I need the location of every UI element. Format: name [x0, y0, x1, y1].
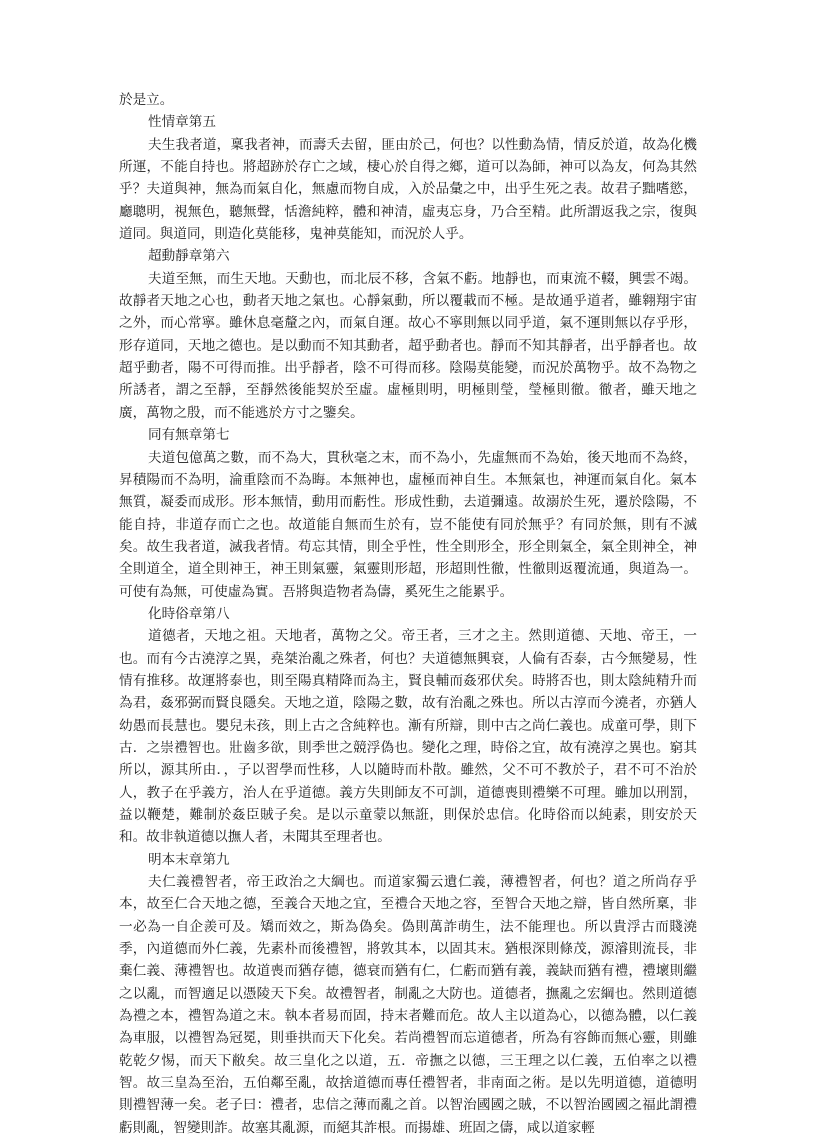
document-page: [119, 89, 697, 1139]
section-heading-5: 性情章第五: [148, 114, 216, 131]
section-paragraph-8: 道德者，天地之祖。天地者，萬物之父。帝王者，三才之主。然則道德、天地、帝王，一也。而有今古澆淳之異，堯桀治亂之殊者，何也？夫道德無興衰，人倫有否泰，古今無變易，性情有推移。故運將泰也，則至陽真精降而為主，賢良輔而姦邪伏矣。時將否也，則太陰純精升而為君，姦邪弼而賢良隱矣。天地之道，陰陽之數，故有治亂之殊也。所以古淳而今澆者，亦猶人幼愚而長慧也。嬰兒未孩，則上古之含純粹也。漸有所辯，則中古之尚仁義也。成童可學，則下古．之崇禮智也。壯齒多欲，則季世之競浮偽也。變化之理，時俗之宜，故有澆淳之異也。窮其所以，源其所由．，子以習學而性移，人以隨時而朴散。雖然，父不可不教於子，君不可不治於人，教子在乎義方，治人在乎道德。義方失則師友不可訓，道德喪則禮樂不可理。雖加以刑罰，益以鞭楚，難制於姦臣賊子矣。是以示童蒙以無誑，則保於忠信。化時俗而以純素，則安於天和。故非執道德以撫人者，未聞其至理者也。: [119, 628, 697, 846]
section-paragraph-5: 夫生我者道，稟我者神，而壽夭去留，匪由於己，何也？以性動為情，情反於道，故為化機所運，不能自持也。將超跡於存亡之域，棲心於自得之鄉，道可以為師，神可以為友，何為其然乎？夫道與神，無為而氣自化，無慮而物自成，入於品彙之中，出乎生死之表。故君子黜嗜慾，廳聰明，視無色，聽無聲，恬澹純粹，體和神清，虛夷忘身，乃合至精。此所謂返我之宗，復與道同。與道同，則造化莫能移，鬼神莫能知，而況於人乎。: [119, 136, 697, 243]
section-paragraph-6: 夫道至無，而生天地。天動也，而北辰不移，含氣不虧。地靜也，而東流不輟，興雲不竭。故靜者天地之心也，動者天地之氣也。心靜氣動，所以覆載而不極。是故通乎道者，雖翱翔宇宙之外，而心常寧。雖休息毫釐之內，而氣自運。故心不寧則無以同乎道，氣不運則無以存乎形，形存道同，天地之德也。是以動而不知其動者，超乎動者也。靜而不知其靜者，出乎靜者也。故超乎動者，陽不可得而推。出乎靜者，陰不可得而移。陰陽莫能變，而況於萬物乎。故不為物之所誘者，謂之至靜，至靜然後能契於至虛。虛極則明，明極則瑩，瑩極則徹。徹者，雖天地之廣，萬物之殷，而不能逃於方寸之鑒矣。: [119, 270, 697, 421]
section-heading-8: 化時俗章第八: [148, 605, 230, 622]
section-paragraph-7: 夫道包億萬之數，而不為大，貫秋毫之末，而不為小，先虛無而不為始，後天地而不為終，昇積陽而不為明，淪重陰而不為晦。本無神也，虛極而神自生。本無氣也，神運而氣自化。氣本無質，凝委而成形。形本無情，動用而虧性。形成性動，去道彌遠。故溺於生死，遷於陰陽，不能自持，非道存而亡之也。故道能自無而生於有，豈不能使有同於無乎？有同於無，則有不滅矣。故生我者道，滅我者情。苟忘其情，則全乎性，性全則形全，形全則氣全，氣全則神全，神全則道全，道全則神王，神王則氣靈，氣靈則形超，形超則性徹，性徹則返覆流通，與道為一。可使有為無，可使虛為實。吾將與造物者為儔，奚死生之能累乎。: [119, 449, 697, 600]
section-heading-7: 同有無章第七: [148, 427, 230, 444]
section-heading-6: 超動靜章第六: [148, 248, 230, 265]
opening-line: 於是立。: [119, 92, 174, 108]
section-paragraph-9: 夫仁義禮智者，帝王政治之大綱也。而道家獨云遺仁義，薄禮智者，何也？道之所尚存乎本，故至仁合天地之德，至義合天地之宜，至禮合天地之容，至智合天地之辯，皆自然所稟，非一必為一自企羨可及。矯而效之，斯為偽矣。偽則萬詐萌生，法不能理也。所以貴浮古而賤澆季，內道德而外仁義，先素朴而後禮智，將敦其本，以固其末。猶根深則條茂，源濬則流長，非棄仁義、薄禮智也。故道喪而猶存德，德衰而猶有仁，仁虧而猶有義，義缺而猶有禮，禮壞則繼之以亂，而智適足以憑陵天下矣。故禮智者，制亂之大防也。道德者，撫亂之宏綱也。然則道德為禮之本，禮智為道之末。執本者易而固，持末者難而危。故人主以道為心，以德為體，以仁義為車服，以禮智為冠冕，則垂拱而天下化矣。若尚禮智而忘道德者，所為有容飾而無心靈，則雖乾乾夕惕，而天下敝矣。故三皇化之以道，五．帝撫之以德，三王理之以仁義，五伯率之以禮智。故三皇為至治，五伯鄰至亂，故捨道德而專任禮智者，非南面之術。是以先明道德，道德明則禮智薄一矣。老子曰：禮者，忠信之薄而亂之首。以智治國國之賊，不以智治國國之福此謂禮虧則亂，智變則詐。故塞其亂源，而絕其詐根。而揚雄、班固之儔，咸以道家輕: [119, 874, 697, 1136]
section-heading-9: 明本末章第九: [148, 851, 230, 868]
